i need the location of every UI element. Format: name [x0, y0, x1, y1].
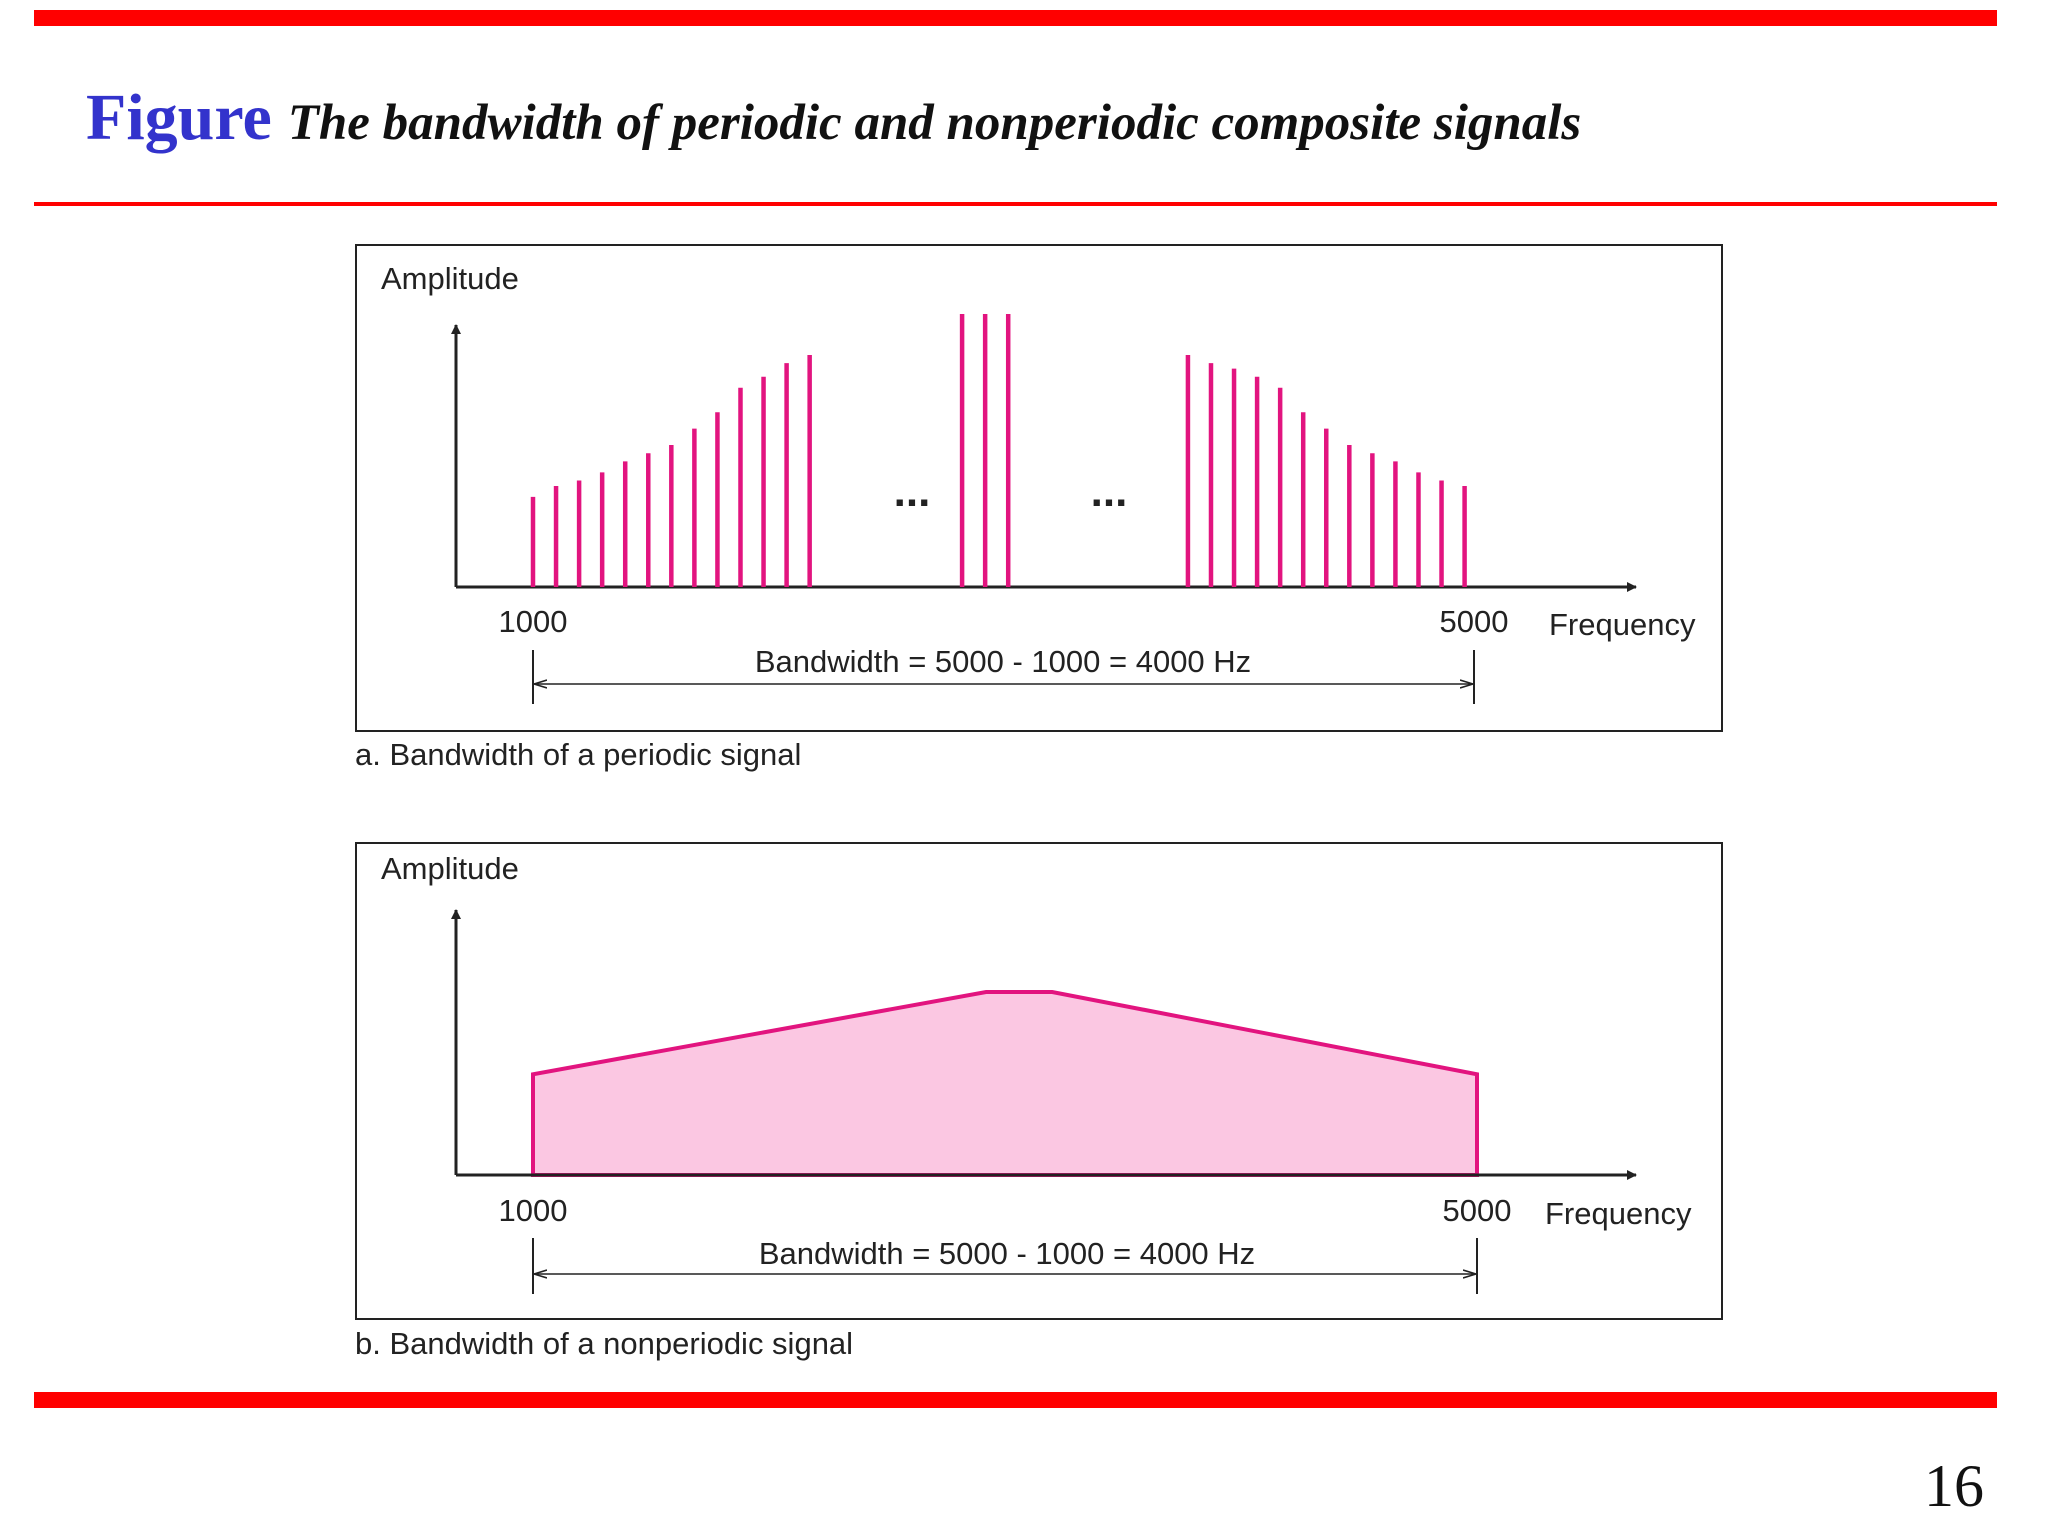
panel-a-x-label: Frequency: [1549, 607, 1696, 642]
title-lead: Figure: [86, 81, 272, 154]
panel-b-spectrum-area: [533, 992, 1477, 1175]
title-rest: The bandwidth of periodic and nonperiodic composite signals: [287, 95, 1582, 151]
panel-b-bandwidth-label: Bandwidth = 5000 - 1000 = 4000 Hz: [758, 1236, 1256, 1271]
panel-b-caption: b. Bandwidth of a nonperiodic signal: [355, 1326, 854, 1361]
panel-b-x-label: Frequency: [1545, 1196, 1692, 1231]
panel-a-ellipsis-left: ...: [893, 467, 931, 516]
panel-a-ellipsis-right: ...: [1090, 467, 1128, 516]
panel-b-tick-1000: 1000: [498, 1193, 568, 1228]
panel-b-chart: [381, 851, 1692, 1294]
panel-b-tick-5000: 5000: [1442, 1193, 1512, 1228]
panel-a-y-label: Amplitude: [381, 261, 519, 296]
panel-a-tick-1000: 1000: [498, 604, 568, 639]
panel-b-y-label: Amplitude: [381, 851, 519, 886]
panel-a-stems: [533, 314, 1465, 587]
panel-a-caption: a. Bandwidth of a periodic signal: [355, 737, 802, 772]
panel-a-tick-5000: 5000: [1439, 604, 1509, 639]
page-number: 16: [1924, 1453, 1984, 1519]
panel-a-chart: [381, 261, 1696, 704]
panel-a-bandwidth-label: Bandwidth = 5000 - 1000 = 4000 Hz: [754, 644, 1252, 679]
